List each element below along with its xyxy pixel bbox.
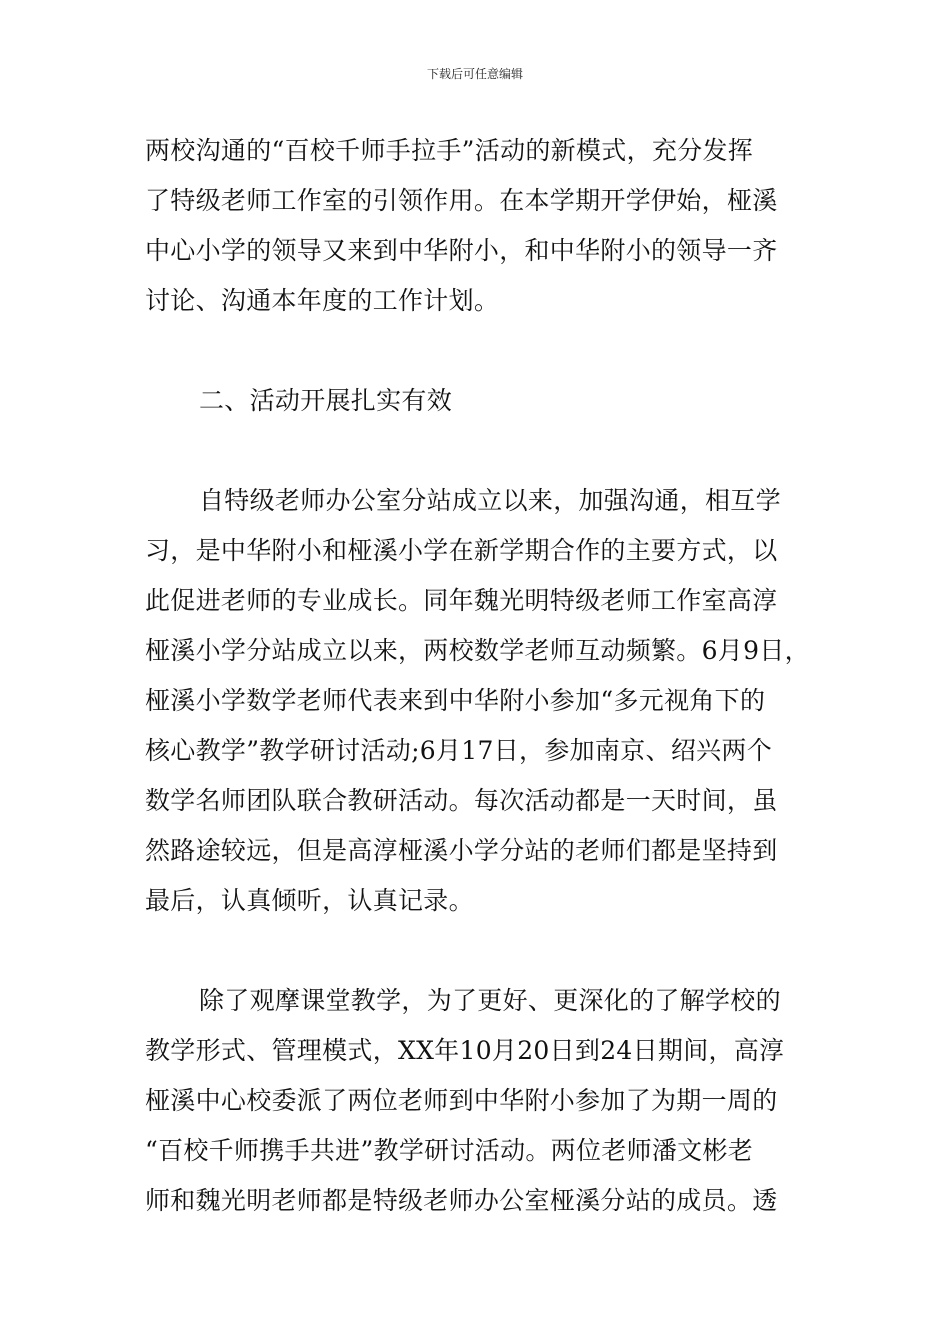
text-line: 中心小学的领导又来到中华附小，和中华附小的领导一齐 bbox=[145, 236, 778, 265]
text-line: 师和魏光明老师都是特级老师办公室桠溪分站的成员。透 bbox=[145, 1186, 778, 1215]
text-line: 最后，认真倾听，认真记录。 bbox=[145, 886, 474, 915]
text-line: 桠溪小学数学老师代表来到中华附小参加“多元视角下的 bbox=[145, 686, 766, 715]
paragraph bbox=[145, 476, 809, 926]
text-line: 自特级老师办公室分站成立以来，加强沟通，相互学 bbox=[199, 486, 781, 515]
paragraph-gap bbox=[145, 926, 809, 976]
text-line: 桠溪小学分站成立以来，两校数学老师互动频繁。6月9日， bbox=[145, 636, 810, 665]
text-line: “百校千师携手共进”教学研讨活动。两位老师潘文彬老 bbox=[145, 1136, 754, 1165]
text-line: 然路途较远，但是高淳桠溪小学分站的老师们都是坚持到 bbox=[145, 836, 778, 865]
text-line: 桠溪中心校委派了两位老师到中华附小参加了为期一周的 bbox=[145, 1086, 778, 1115]
text-line: 核心教学”教学研讨活动;6月17日，参加南京、绍兴两个 bbox=[145, 736, 773, 765]
text-line: 二、活动开展扎实有效 bbox=[199, 386, 453, 415]
paragraph bbox=[145, 126, 809, 326]
text-line: 习，是中华附小和桠溪小学在新学期合作的主要方式，以 bbox=[145, 536, 778, 565]
paragraph-gap bbox=[145, 326, 809, 376]
paragraph bbox=[145, 976, 809, 1226]
text-line: 教学形式、管理模式，XX年10月20日到24日期间，高淳 bbox=[145, 1036, 785, 1065]
text-line: 了特级老师工作室的引领作用。在本学期开学伊始，桠溪 bbox=[145, 186, 778, 215]
text-line: 此促进老师的专业成长。同年魏光明特级老师工作室高淳 bbox=[145, 586, 778, 615]
text-line: 数学名师团队联合教研活动。每次活动都是一天时间，虽 bbox=[145, 786, 778, 815]
paragraph-gap bbox=[145, 426, 809, 476]
text-line: 除了观摩课堂教学，为了更好、更深化的了解学校的 bbox=[199, 986, 781, 1015]
document-body bbox=[145, 126, 809, 1226]
section-heading bbox=[145, 376, 809, 426]
text-line: 讨论、沟通本年度的工作计划。 bbox=[145, 286, 500, 315]
text-line: 两校沟通的“百校千师手拉手”活动的新模式，充分发挥 bbox=[145, 136, 754, 165]
page-header: 下载后可任意编辑 bbox=[426, 67, 523, 81]
